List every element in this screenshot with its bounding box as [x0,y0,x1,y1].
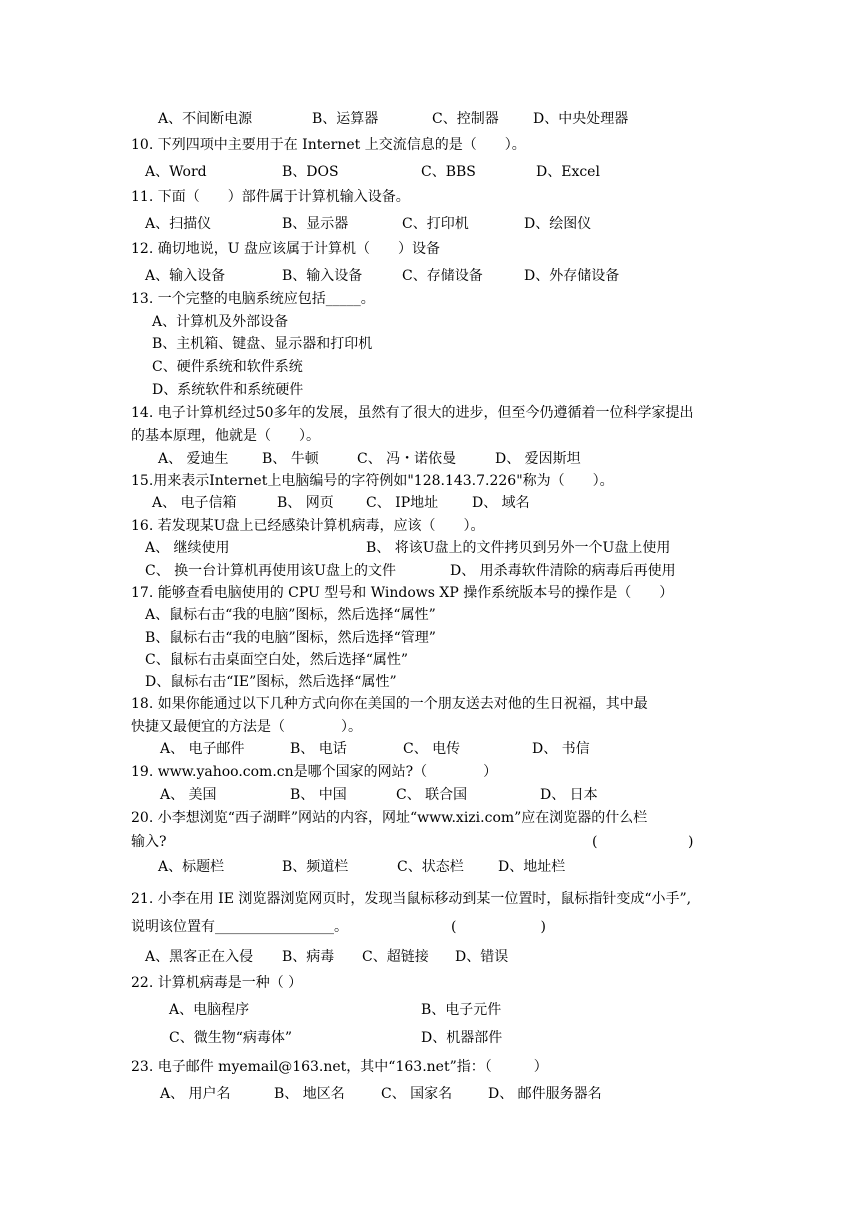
text-line: ) [688,834,694,850]
text-line: 15.用来表示Internet上电脑编号的字符例如"128.143.7.226"称为（ ）。 [131,473,614,489]
text-line: ( ) [451,919,546,935]
text-line: B、 中国 [290,787,347,803]
text-line: A、 电子信箱 [152,495,237,511]
text-line: D、绘图仪 [524,216,592,232]
text-line: A、鼠标右击“我的电脑”图标，然后选择“属性” [145,607,436,623]
text-line: A、 继续使用 [145,540,230,556]
text-line: C、 换一台计算机再使用该U盘上的文件 [145,563,396,579]
text-line: D、地址栏 [498,859,566,875]
text-line: 13. 一个完整的电脑系统应包括_____。 [131,291,375,307]
text-line: D、外存储设备 [524,268,620,284]
text-line: C、 冯・诺依曼 [357,451,457,467]
text-line: D、机器部件 [421,1030,503,1046]
text-line: 11. 下面（ ）部件属于计算机输入设备。 [131,189,410,205]
text-line: D、 日本 [540,787,598,803]
text-line: D、中央处理器 [533,111,629,127]
text-line: 19. www.yahoo.com.cn是哪个国家的网站?（ ） [131,764,498,780]
text-line: A、Word [145,164,207,180]
text-line: C、 IP地址 [366,495,439,511]
text-line: C、BBS [421,164,476,180]
text-line: 21. 小李在用 IE 浏览器浏览网页时，发现当鼠标移动到某一位置时，鼠标指针变成“小手”, [131,891,692,907]
text-line: B、输入设备 [282,268,363,284]
text-line: 23. 电子邮件 myemail@163.net，其中“163.net”指：（ ） [131,1059,548,1075]
text-line: A、 美国 [160,787,217,803]
text-line: 17. 能够查看电脑使用的 CPU 型号和 Windows XP 操作系统版本号的操作是（ ） [131,585,674,601]
text-line: D、错误 [455,949,509,965]
text-line: A、输入设备 [145,268,226,284]
text-line: D、鼠标右击“IE”图标，然后选择“属性” [145,674,397,690]
text-line: B、 电话 [290,741,347,757]
text-line: 的基本原理，他就是（ ）。 [131,428,320,444]
text-line: C、 国家名 [381,1086,453,1102]
text-line: C、鼠标右击桌面空白处，然后选择“属性” [145,652,409,668]
text-line: B、显示器 [282,216,349,232]
text-line: 说明该位置有_________________。 [131,919,348,935]
text-line: B、主机箱、键盘、显示器和打印机 [152,336,373,352]
text-line: D、 爱因斯坦 [495,451,581,467]
text-line: 22. 计算机病毒是一种（ ） [131,975,303,991]
text-line: A、 用户名 [160,1086,231,1102]
text-line: B、 将该U盘上的文件拷贝到另外一个U盘上使用 [366,540,671,556]
text-line: C、存储设备 [402,268,483,284]
text-line: 10. 下列四项中主要用于在 Internet 上交流信息的是（ ）。 [131,137,526,153]
text-line: D、 书信 [532,741,590,757]
text-line: 快捷又最便宜的方法是（ ）。 [131,719,362,735]
text-line: 16. 若发现某U盘上已经感染计算机病毒，应该（ ）。 [131,518,485,534]
text-line: C、控制器 [432,111,499,127]
text-line: B、频道栏 [282,859,349,875]
text-line: D、系统软件和系统硬件 [152,382,304,398]
text-line: A、计算机及外部设备 [152,314,289,330]
text-line: C、超链接 [362,949,429,965]
text-line: B、运算器 [312,111,379,127]
text-line: C、 电传 [403,741,461,757]
text-line: B、 牛顿 [262,451,319,467]
text-line: D、 邮件服务器名 [488,1086,602,1102]
text-line: A、 电子邮件 [160,741,245,757]
text-line: A、扫描仪 [145,216,212,232]
text-line: C、硬件系统和软件系统 [152,359,303,375]
text-line: A、 爱迪生 [158,451,229,467]
text-line: 12. 确切地说，U 盘应该属于计算机（ ）设备 [131,241,440,257]
text-line: B、DOS [282,164,339,180]
text-line: A、标题栏 [158,859,225,875]
text-line: 输入? [131,834,167,850]
text-line: C、微生物“病毒体” [169,1030,293,1046]
text-line: 20. 小李想浏览“西子湖畔”网站的内容，网址“www.xizi.com”应在浏览器的什么栏 [131,810,648,826]
text-line: B、 地区名 [274,1086,345,1102]
text-line: B、病毒 [282,949,335,965]
text-line: D、 用杀毒软件清除的病毒后再使用 [450,563,676,579]
text-line: A、电脑程序 [169,1002,250,1018]
text-line: A、不间断电源 [158,111,253,127]
text-line: C、 联合国 [396,787,468,803]
text-line: C、打印机 [402,216,469,232]
text-line: C、状态栏 [397,859,464,875]
text-line: 14. 电子计算机经过50多年的发展，虽然有了很大的进步，但至今仍遵循着一位科学家提出 [131,405,694,421]
text-line: D、Excel [536,164,600,180]
text-line: B、电子元件 [421,1002,502,1018]
text-line: D、 域名 [472,495,530,511]
text-line: B、 网页 [277,495,334,511]
text-line: B、鼠标右击“我的电脑”图标，然后选择“管理” [145,630,436,646]
text-line: 18. 如果你能通过以下几种方式向你在美国的一个朋友送去对他的生日祝福，其中最 [131,696,648,712]
text-line: ( [592,834,598,850]
text-line: A、黑客正在入侵 [145,949,254,965]
